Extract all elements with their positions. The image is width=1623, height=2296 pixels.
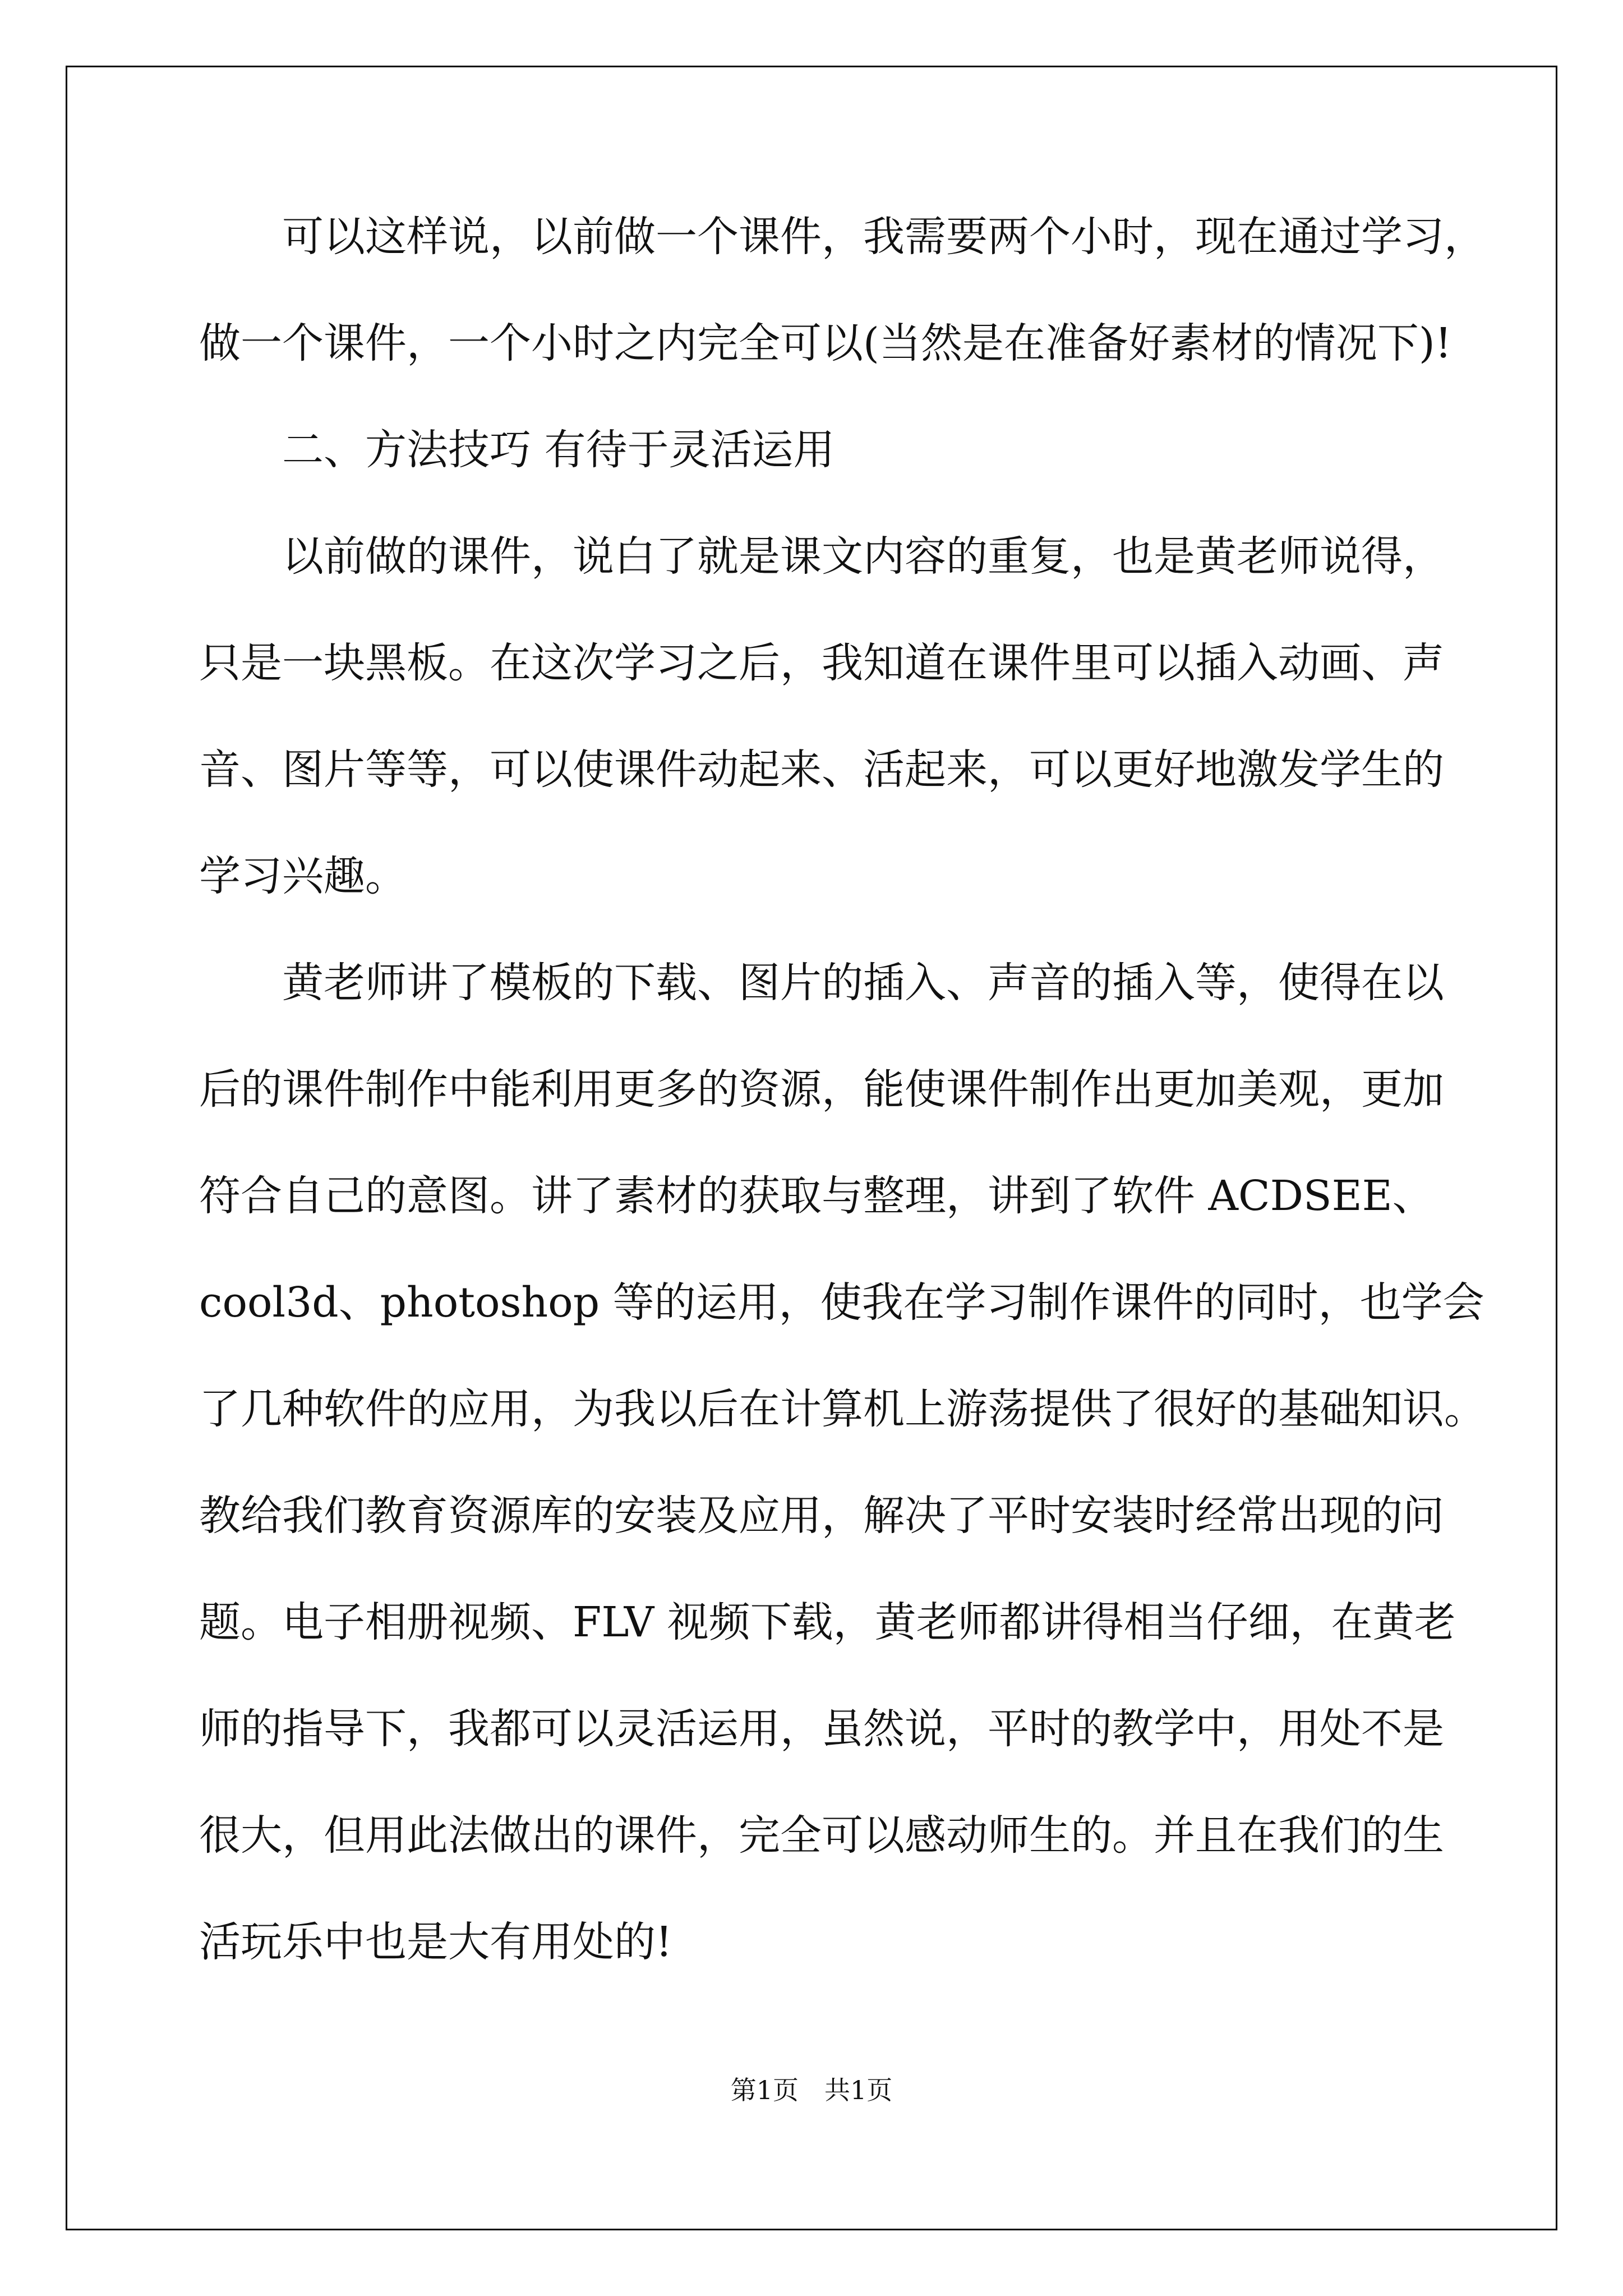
paragraph-3-line-1: 黄老师讲了模板的下载、图片的插入、声音的插入等，使得在以 <box>282 959 1444 1007</box>
page-number-footer: 第1页 共1页 <box>730 2075 893 2105</box>
paragraph-3-line-8: 师的指导下，我都可以灵活运用，虽然说，平时的教学中，用处不是 <box>199 1705 1444 1753</box>
paragraph-2-line-4: 学习兴趣。 <box>199 852 407 900</box>
paragraph-3-line-4: cool3d、photoshop 等的运用，使我在学习制作课件的同时，也学会 <box>199 1278 1484 1327</box>
paragraph-2-line-3: 音、图片等等，可以使课件动起来、活起来，可以更好地激发学生的 <box>199 746 1444 794</box>
paragraph-3-line-5: 了几种软件的应用，为我以后在计算机上游荡提供了很好的基础知识。 <box>199 1385 1486 1433</box>
paragraph-3-line-9: 很大，但用此法做出的课件，完全可以感动师生的。并且在我们的生 <box>199 1811 1444 1860</box>
paragraph-1-line-2: 做一个课件，一个小时之内完全可以(当然是在准备好素材的情况下)! <box>199 319 1452 367</box>
paragraph-3-line-3: 符合自己的意图。讲了素材的获取与整理，讲到了软件 ACDSEE、 <box>199 1172 1434 1220</box>
paragraph-3-line-10: 活玩乐中也是大有用处的! <box>199 1918 672 1966</box>
paragraph-1-line-1: 可以这样说，以前做一个课件，我需要两个小时，现在通过学习， <box>282 213 1486 261</box>
page-border <box>66 66 1557 2230</box>
paragraph-2-line-2: 只是一块黑板。在这次学习之后，我知道在课件里可以插入动画、声 <box>199 639 1444 687</box>
paragraph-3-line-6: 教给我们教育资源库的安装及应用，解决了平时安装时经常出现的问 <box>199 1492 1444 1540</box>
section-heading: 二、方法技巧 有待于灵活运用 <box>282 426 835 474</box>
paragraph-3-line-7: 题。电子相册视频、FLV 视频下载，黄老师都讲得相当仔细，在黄老 <box>199 1598 1456 1646</box>
paragraph-3-line-2: 后的课件制作中能利用更多的资源，能使课件制作出更加美观，更加 <box>199 1065 1444 1114</box>
paragraph-2-line-1: 以前做的课件，说白了就是课文内容的重复，也是黄老师说得， <box>282 532 1444 581</box>
